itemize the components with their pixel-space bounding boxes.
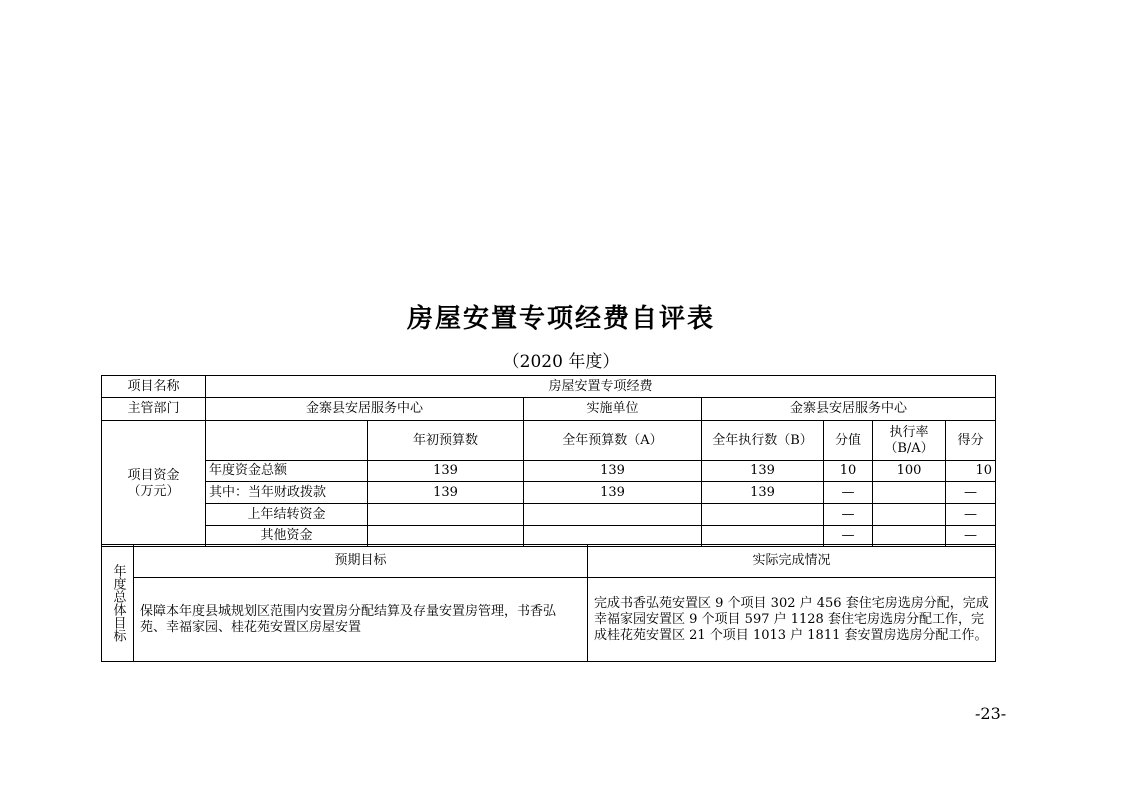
header-annual: 全年预算数（A） [524, 421, 702, 461]
project-name-label: 项目名称 [102, 376, 206, 398]
page-number: -23- [975, 704, 1007, 723]
actual-label: 实际完成情况 [588, 545, 996, 578]
cell-rate: 100 [873, 461, 946, 482]
cell-rate [873, 504, 946, 526]
cell-rate [873, 482, 946, 504]
dept-value: 金寨县安居服务中心 [206, 398, 524, 421]
header-rate-line2: （B/A） [884, 440, 934, 456]
header-score: 得分 [946, 421, 996, 461]
blank-header-cell [206, 421, 368, 461]
department-row [102, 398, 996, 421]
evaluation-table [101, 375, 996, 547]
unit-value: 金寨县安居服务中心 [702, 398, 996, 421]
table-row [102, 461, 996, 482]
goal-label: 年度总体目标 [102, 545, 134, 662]
cell-score: — [946, 482, 996, 504]
header-score-value: 分值 [824, 421, 873, 461]
header-executed: 全年执行数（B） [702, 421, 824, 461]
row-label: 上年结转资金 [206, 504, 368, 526]
cell-score-value: — [824, 482, 873, 504]
cell-score-value: — [824, 526, 873, 547]
row-label: 其他资金 [206, 526, 368, 547]
header-rate-line1: 执行率 [889, 424, 929, 440]
expected-text: 保障本年度县城规划区范围内安置房分配结算及存量安置房管理，书香弘苑、幸福家园、桂花苑安置区房屋安置 [134, 578, 588, 662]
cell-score: — [946, 526, 996, 547]
table-row [102, 482, 996, 504]
row-label: 年度资金总额 [206, 461, 368, 482]
cell-score-value: 10 [824, 461, 873, 482]
goal-table [101, 544, 996, 662]
cell-initial: 139 [368, 461, 524, 482]
cell-score-value: — [824, 504, 873, 526]
header-initial: 年初预算数 [368, 421, 524, 461]
fund-label [102, 421, 206, 547]
cell-annual: 139 [524, 461, 702, 482]
expected-label: 预期目标 [134, 545, 588, 578]
table-row [102, 504, 996, 526]
cell-score: — [946, 504, 996, 526]
cell-executed: 139 [702, 461, 824, 482]
document-year: （2020 年度） [502, 352, 620, 372]
fund-header-row [102, 421, 996, 461]
unit-label: 实施单位 [524, 398, 702, 421]
cell-executed: 139 [702, 482, 824, 504]
cell-executed [702, 504, 824, 526]
actual-text: 完成书香弘苑安置区 9 个项目 302 户 456 套住宅房选房分配，完成幸福家园安置区 9 个项目 597 户 1128 套住宅房选房分配工作，完成桂花苑安置区 21 个项目 1013 户 1811 套安置房选房分配工作。 [588, 578, 996, 662]
header-rate [873, 421, 946, 461]
row-label: 其中：当年财政拨款 [206, 482, 368, 504]
fund-label-line1: 项目资金 [127, 467, 180, 483]
fund-label-line2: （万元） [127, 483, 180, 499]
goal-header-row [102, 545, 996, 578]
project-name-row [102, 376, 996, 398]
project-name-value: 房屋安置专项经费 [206, 376, 996, 398]
cell-annual: 139 [524, 482, 702, 504]
cell-score: 10 [946, 461, 996, 482]
cell-initial: 139 [368, 482, 524, 504]
document-title: 房屋安置专项经费自评表 [406, 304, 715, 334]
cell-annual [524, 504, 702, 526]
goal-content-row [102, 578, 996, 662]
dept-label: 主管部门 [102, 398, 206, 421]
cell-initial [368, 504, 524, 526]
